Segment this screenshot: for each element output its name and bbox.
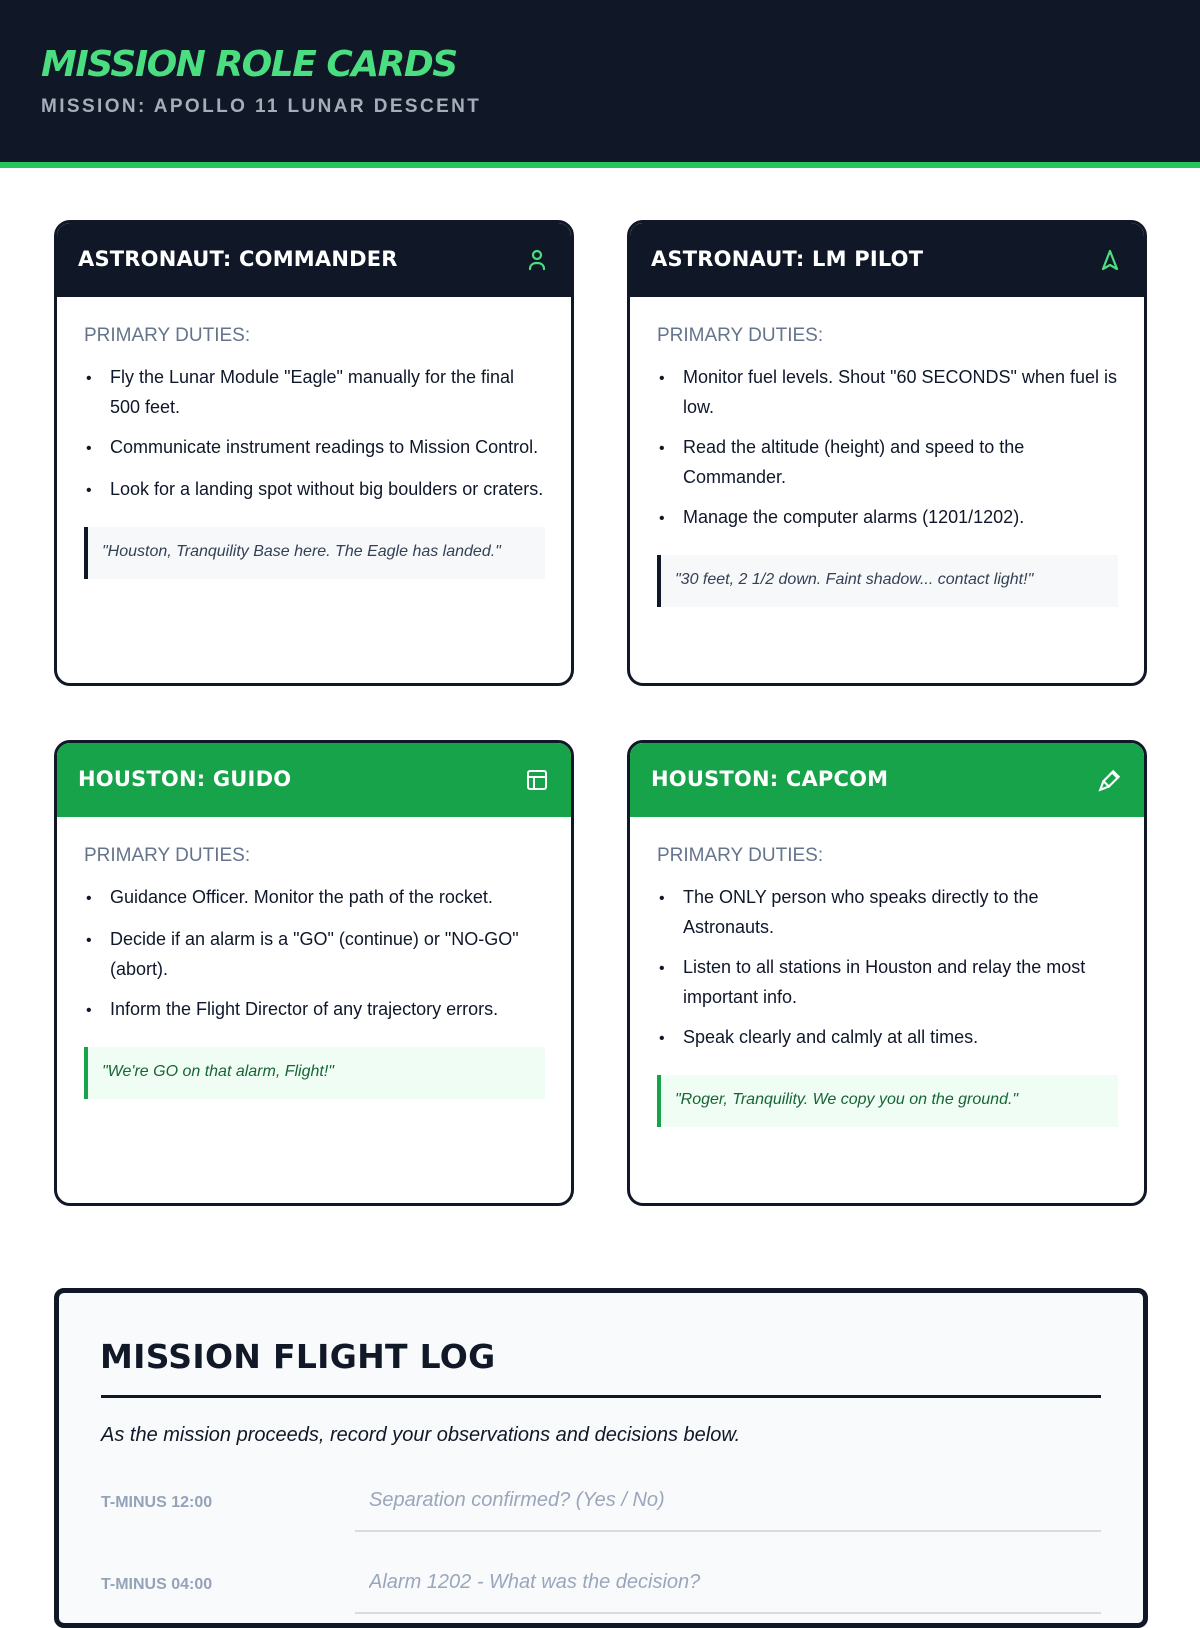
role-card-guido [54, 740, 574, 1206]
bullet-icon: • [86, 482, 92, 499]
user-icon [523, 246, 551, 274]
duty-list [657, 883, 1118, 1053]
duty-text: Guidance Officer. Monitor the path of the rocket. [110, 887, 493, 907]
duties-label: PRIMARY DUTIES: [84, 325, 251, 346]
duty-item [84, 475, 545, 505]
bullet-icon: • [86, 932, 92, 949]
duty-text: Inform the Flight Director of any trajectory errors. [110, 999, 499, 1019]
duty-item [657, 363, 1118, 421]
duty-item [84, 433, 545, 463]
mission-subtitle: MISSION: APOLLO 11 LUNAR DESCENT [41, 96, 482, 117]
duty-text: Listen to all stations in Houston and relay the most important info. [683, 957, 1086, 1007]
bullet-icon: • [659, 510, 665, 527]
duty-list [84, 883, 545, 1025]
card-title: HOUSTON: CAPCOM [651, 767, 889, 791]
duty-item [84, 925, 545, 983]
bullet-icon: • [659, 960, 665, 977]
bullet-icon: • [86, 370, 92, 387]
duty-text: Fly the Lunar Module "Eagle" manually for the final 500 feet. [110, 367, 514, 417]
duty-text: Look for a landing spot without big boulders or craters. [110, 479, 544, 499]
separation-confirmed-input[interactable] [355, 1470, 1101, 1532]
duties-label: PRIMARY DUTIES: [84, 845, 251, 866]
bullet-icon: • [659, 370, 665, 387]
card-header [57, 743, 571, 817]
layout-icon [523, 766, 551, 794]
bullet-icon: • [86, 1002, 92, 1019]
bullet-icon: • [659, 1030, 665, 1047]
log-time-label: T-MINUS 12:00 [101, 1494, 213, 1511]
page-header [0, 0, 1200, 168]
bullet-icon: • [659, 440, 665, 457]
card-title: HOUSTON: GUIDO [78, 767, 292, 791]
duty-item [657, 503, 1118, 533]
duty-item [657, 883, 1118, 941]
duty-text: Decide if an alarm is a "GO" (continue) or "NO-GO" (abort). [110, 929, 519, 979]
duty-text: Monitor fuel levels. Shout "60 SECONDS" when fuel is low. [683, 367, 1117, 417]
duty-text: Read the altitude (height) and speed to the Commander. [683, 437, 1025, 487]
log-row [101, 1552, 1101, 1614]
card-header [630, 743, 1144, 817]
role-card-lm-pilot [627, 220, 1147, 686]
card-title: ASTRONAUT: LM PILOT [651, 247, 924, 271]
role-quote: "We're GO on that alarm, Flight!" [84, 1047, 545, 1099]
log-time-label: T-MINUS 04:00 [101, 1576, 213, 1593]
duty-list [657, 363, 1118, 533]
title-divider [101, 1395, 1101, 1398]
log-instructions: As the mission proceeds, record your observations and decisions below. [101, 1424, 741, 1446]
role-card-capcom [627, 740, 1147, 1206]
role-quote: "Roger, Tranquility. We copy you on the ground." [657, 1075, 1118, 1127]
bullet-icon: • [659, 890, 665, 907]
duty-text: The ONLY person who speaks directly to the Astronauts. [683, 887, 1039, 937]
duties-label: PRIMARY DUTIES: [657, 845, 824, 866]
role-quote: "Houston, Tranquility Base here. The Eagle has landed." [84, 527, 545, 579]
duty-item [84, 883, 545, 913]
navigation-icon [1096, 246, 1124, 274]
duty-item [657, 953, 1118, 1011]
mission-flight-log [54, 1288, 1148, 1628]
duty-text: Manage the computer alarms (1201/1202). [683, 507, 1025, 527]
alarm-decision-input[interactable] [355, 1552, 1101, 1614]
bullet-icon: • [86, 890, 92, 907]
card-title: ASTRONAUT: COMMANDER [78, 247, 398, 271]
duties-label: PRIMARY DUTIES: [657, 325, 824, 346]
duty-item [84, 995, 545, 1025]
duty-item [84, 363, 545, 421]
duty-item [657, 433, 1118, 491]
log-row [101, 1470, 1101, 1532]
card-header [630, 223, 1144, 297]
card-header [57, 223, 571, 297]
duty-item [657, 1023, 1118, 1053]
microphone-icon [1096, 766, 1124, 794]
role-quote: "30 feet, 2 1/2 down. Faint shadow... contact light!" [657, 555, 1118, 607]
bullet-icon: • [86, 440, 92, 457]
duty-text: Speak clearly and calmly at all times. [683, 1027, 979, 1047]
role-card-commander [54, 220, 574, 686]
log-title: MISSION FLIGHT LOG [100, 1337, 496, 1376]
duty-text: Communicate instrument readings to Mission Control. [110, 437, 539, 457]
page-title: MISSION ROLE CARDS [41, 44, 457, 85]
duty-list [84, 363, 545, 505]
